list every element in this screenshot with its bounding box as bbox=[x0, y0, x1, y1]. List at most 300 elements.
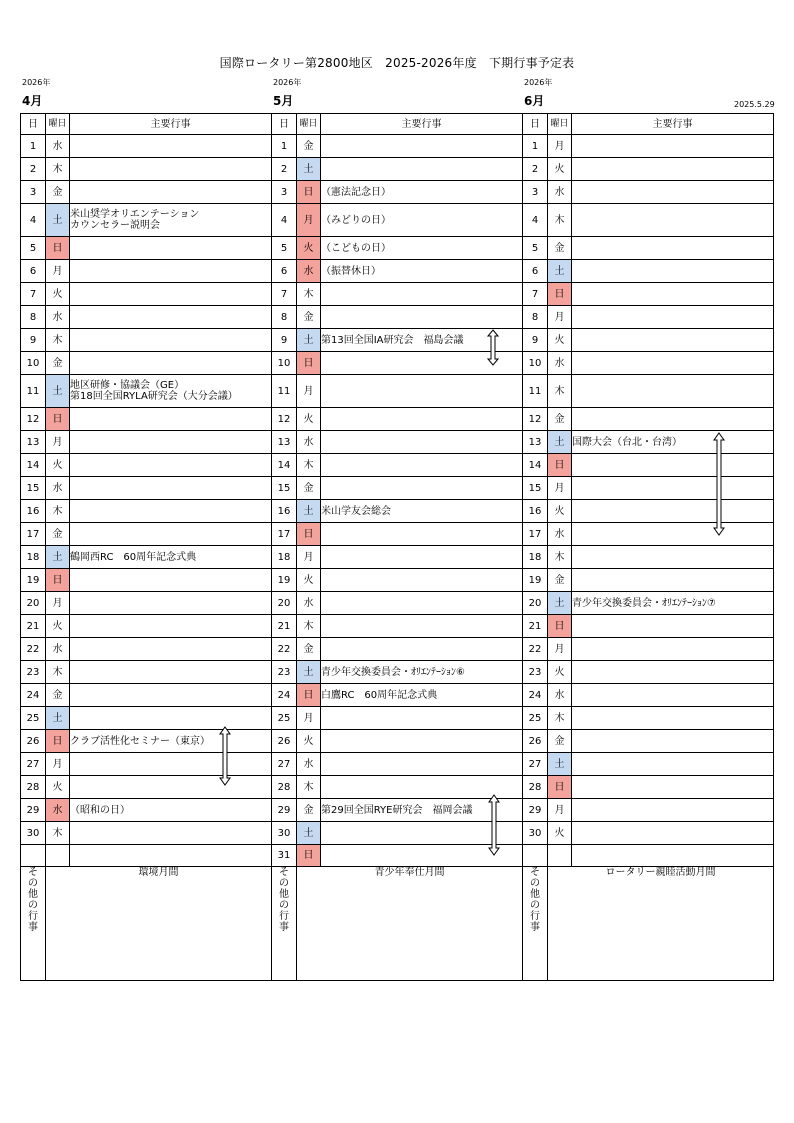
month-label: 5月 bbox=[273, 94, 294, 108]
weekday-cell: 日 bbox=[297, 352, 321, 375]
month-year: 2026年 bbox=[524, 78, 553, 87]
event-cell[interactable] bbox=[321, 523, 523, 546]
event-cell[interactable] bbox=[70, 753, 272, 776]
event-cell[interactable] bbox=[321, 181, 523, 204]
day-row bbox=[523, 477, 774, 500]
event-cell[interactable] bbox=[70, 615, 272, 638]
day-number: 22 bbox=[21, 638, 46, 661]
day-number: 9 bbox=[523, 329, 548, 352]
other-events-row bbox=[272, 867, 523, 981]
event-cell[interactable] bbox=[321, 638, 523, 661]
event-cell[interactable] bbox=[70, 477, 272, 500]
weekday-cell: 火 bbox=[297, 569, 321, 592]
weekday-cell: 月 bbox=[548, 477, 572, 500]
weekday-cell: 金 bbox=[46, 352, 70, 375]
day-number: 17 bbox=[272, 523, 297, 546]
event-cell[interactable] bbox=[321, 408, 523, 431]
event-cell[interactable] bbox=[70, 260, 272, 283]
day-number: 7 bbox=[21, 283, 46, 306]
event-cell[interactable] bbox=[572, 799, 774, 822]
event-cell[interactable] bbox=[70, 799, 272, 822]
weekday-cell: 金 bbox=[46, 684, 70, 707]
events-header: 主要行事 bbox=[70, 114, 272, 135]
other-events-row bbox=[21, 867, 272, 981]
day-number: 21 bbox=[21, 615, 46, 638]
weekday-cell: 木 bbox=[548, 707, 572, 730]
day-row bbox=[523, 569, 774, 592]
event-cell[interactable] bbox=[70, 684, 272, 707]
event-cell[interactable] bbox=[70, 845, 272, 867]
other-events-label-char: の bbox=[28, 900, 38, 911]
weekday-cell: 日 bbox=[548, 283, 572, 306]
event-cell[interactable] bbox=[321, 661, 523, 684]
day-row bbox=[523, 799, 774, 822]
event-cell[interactable] bbox=[572, 707, 774, 730]
weekday-cell: 火 bbox=[548, 158, 572, 181]
day-row bbox=[272, 822, 523, 845]
other-events-label-char: の bbox=[28, 878, 38, 889]
month-heading-june bbox=[524, 78, 552, 108]
weekday-cell: 土 bbox=[46, 204, 70, 237]
event-cell[interactable] bbox=[321, 730, 523, 753]
weekday-cell: 木 bbox=[548, 546, 572, 569]
day-row bbox=[272, 408, 523, 431]
day-row bbox=[272, 431, 523, 454]
day-number: 20 bbox=[21, 592, 46, 615]
event-cell[interactable] bbox=[572, 592, 774, 615]
monthly-theme[interactable]: ロータリー親睦活動月間 bbox=[548, 867, 774, 981]
event-cell[interactable] bbox=[572, 454, 774, 477]
event-cell[interactable] bbox=[70, 661, 272, 684]
weekday-cell: 木 bbox=[548, 204, 572, 237]
event-text: （振替休日） bbox=[321, 265, 381, 277]
event-cell[interactable] bbox=[572, 569, 774, 592]
event-cell[interactable] bbox=[572, 753, 774, 776]
event-cell[interactable] bbox=[70, 204, 272, 237]
day-row bbox=[21, 799, 272, 822]
weekday-cell: 水 bbox=[297, 753, 321, 776]
span-arrow-icon bbox=[487, 329, 499, 366]
day-row bbox=[523, 707, 774, 730]
event-cell[interactable] bbox=[321, 569, 523, 592]
weekday-cell: 木 bbox=[297, 776, 321, 799]
day-number: 26 bbox=[272, 730, 297, 753]
weekday-cell: 土 bbox=[46, 546, 70, 569]
event-cell[interactable] bbox=[321, 707, 523, 730]
other-events-label-char: 他 bbox=[530, 889, 540, 900]
day-row bbox=[21, 615, 272, 638]
day-row bbox=[523, 753, 774, 776]
day-number: 14 bbox=[523, 454, 548, 477]
weekday-cell: 金 bbox=[548, 408, 572, 431]
event-cell[interactable] bbox=[572, 684, 774, 707]
weekday-cell: 金 bbox=[46, 523, 70, 546]
day-row bbox=[21, 237, 272, 260]
day-number: 30 bbox=[272, 822, 297, 845]
event-text: クラブ活性化セミナー（東京） bbox=[70, 735, 210, 747]
day-row bbox=[523, 352, 774, 375]
other-events-label-char: の bbox=[530, 878, 540, 889]
event-cell[interactable] bbox=[572, 477, 774, 500]
event-cell[interactable] bbox=[70, 569, 272, 592]
day-row bbox=[21, 204, 272, 237]
day-number: 4 bbox=[272, 204, 297, 237]
other-events-row bbox=[523, 867, 774, 981]
other-events-label-char: の bbox=[279, 878, 289, 889]
event-cell[interactable] bbox=[70, 135, 272, 158]
event-cell[interactable] bbox=[70, 306, 272, 329]
day-number: 12 bbox=[21, 408, 46, 431]
weekday-cell: 火 bbox=[548, 661, 572, 684]
page-title: 国際ロータリー第2800地区 2025-2026年度 下期行事予定表 bbox=[219, 56, 575, 70]
day-number: 2 bbox=[523, 158, 548, 181]
event-cell[interactable] bbox=[572, 352, 774, 375]
event-cell[interactable] bbox=[321, 431, 523, 454]
other-events-label-char: 行 bbox=[279, 911, 289, 922]
day-row bbox=[21, 375, 272, 408]
events-header: 主要行事 bbox=[321, 114, 523, 135]
day-number: 15 bbox=[523, 477, 548, 500]
weekday-cell: 木 bbox=[46, 329, 70, 352]
day-number: 19 bbox=[523, 569, 548, 592]
other-events-label bbox=[272, 867, 297, 981]
day-row bbox=[21, 661, 272, 684]
day-row bbox=[272, 592, 523, 615]
weekday-cell: 金 bbox=[297, 306, 321, 329]
event-text: 地区研修・協議会（GE） bbox=[70, 380, 185, 391]
header-row bbox=[21, 114, 272, 135]
header-row bbox=[523, 114, 774, 135]
event-cell[interactable] bbox=[572, 546, 774, 569]
weekday-cell: 月 bbox=[548, 306, 572, 329]
day-row bbox=[272, 638, 523, 661]
event-cell[interactable] bbox=[70, 776, 272, 799]
day-number: 26 bbox=[523, 730, 548, 753]
event-cell[interactable] bbox=[321, 684, 523, 707]
event-cell[interactable] bbox=[572, 283, 774, 306]
day-row bbox=[523, 135, 774, 158]
day-number: 22 bbox=[523, 638, 548, 661]
event-cell[interactable] bbox=[321, 204, 523, 237]
day-number: 27 bbox=[523, 753, 548, 776]
day-row bbox=[523, 454, 774, 477]
weekday-cell: 土 bbox=[548, 431, 572, 454]
other-events-label-char: そ bbox=[279, 867, 289, 878]
event-cell[interactable] bbox=[321, 306, 523, 329]
day-row bbox=[21, 306, 272, 329]
weekday-cell: 木 bbox=[297, 454, 321, 477]
event-text: カウンセラー説明会 bbox=[70, 220, 160, 231]
event-text: 国際大会（台北・台湾） bbox=[572, 436, 682, 448]
day-header: 日 bbox=[272, 114, 297, 135]
event-cell[interactable] bbox=[321, 477, 523, 500]
day-number: 5 bbox=[523, 237, 548, 260]
weekday-cell: 木 bbox=[46, 500, 70, 523]
calendar-may bbox=[271, 113, 523, 981]
weekday-cell: 水 bbox=[548, 523, 572, 546]
weekday-cell: 月 bbox=[46, 592, 70, 615]
other-events-label-char: 事 bbox=[530, 922, 540, 933]
day-number: 17 bbox=[523, 523, 548, 546]
day-row bbox=[523, 306, 774, 329]
day-number: 1 bbox=[523, 135, 548, 158]
event-cell[interactable] bbox=[70, 329, 272, 352]
event-cell[interactable] bbox=[572, 638, 774, 661]
event-cell[interactable] bbox=[572, 375, 774, 408]
event-cell[interactable] bbox=[321, 260, 523, 283]
weekday-cell: 水 bbox=[548, 684, 572, 707]
event-cell[interactable] bbox=[70, 546, 272, 569]
event-cell[interactable] bbox=[321, 500, 523, 523]
day-number: 31 bbox=[272, 845, 297, 867]
day-number: 23 bbox=[272, 661, 297, 684]
day-number: 15 bbox=[272, 477, 297, 500]
day-row bbox=[21, 776, 272, 799]
day-number: 2 bbox=[272, 158, 297, 181]
day-row bbox=[272, 237, 523, 260]
day-row bbox=[21, 638, 272, 661]
weekday-cell: 金 bbox=[297, 799, 321, 822]
day-row bbox=[272, 329, 523, 352]
day-row bbox=[523, 684, 774, 707]
day-row bbox=[272, 569, 523, 592]
day-header: 日 bbox=[21, 114, 46, 135]
event-cell[interactable] bbox=[321, 135, 523, 158]
weekday-cell bbox=[548, 845, 572, 867]
day-row bbox=[21, 707, 272, 730]
event-cell[interactable] bbox=[321, 592, 523, 615]
day-number: 3 bbox=[523, 181, 548, 204]
event-cell[interactable] bbox=[321, 237, 523, 260]
day-number: 21 bbox=[523, 615, 548, 638]
day-row bbox=[21, 753, 272, 776]
day-row bbox=[21, 569, 272, 592]
day-row bbox=[21, 135, 272, 158]
day-number: 18 bbox=[272, 546, 297, 569]
day-number: 22 bbox=[272, 638, 297, 661]
day-number bbox=[523, 845, 548, 867]
event-cell[interactable] bbox=[572, 500, 774, 523]
event-cell[interactable] bbox=[572, 306, 774, 329]
other-events-label-char: 行 bbox=[530, 911, 540, 922]
day-number: 14 bbox=[21, 454, 46, 477]
event-text: （昭和の日） bbox=[70, 804, 130, 816]
day-number: 6 bbox=[523, 260, 548, 283]
event-cell[interactable] bbox=[572, 260, 774, 283]
event-cell[interactable] bbox=[321, 158, 523, 181]
event-cell[interactable] bbox=[572, 615, 774, 638]
event-cell[interactable] bbox=[70, 822, 272, 845]
event-cell[interactable] bbox=[321, 615, 523, 638]
day-row bbox=[21, 477, 272, 500]
event-cell[interactable] bbox=[70, 431, 272, 454]
day-row bbox=[272, 799, 523, 822]
day-number: 8 bbox=[272, 306, 297, 329]
event-cell[interactable] bbox=[572, 329, 774, 352]
other-events-label-char: 行 bbox=[28, 911, 38, 922]
day-row bbox=[523, 546, 774, 569]
event-cell[interactable] bbox=[572, 776, 774, 799]
weekday-cell: 日 bbox=[548, 454, 572, 477]
weekday-cell: 水 bbox=[297, 431, 321, 454]
event-cell[interactable] bbox=[70, 454, 272, 477]
day-number: 26 bbox=[21, 730, 46, 753]
event-cell[interactable] bbox=[321, 546, 523, 569]
weekday-cell: 日 bbox=[297, 845, 321, 867]
day-row bbox=[272, 135, 523, 158]
day-row bbox=[272, 615, 523, 638]
event-cell[interactable] bbox=[70, 523, 272, 546]
weekday-cell: 土 bbox=[297, 158, 321, 181]
event-cell[interactable] bbox=[572, 523, 774, 546]
span-arrow-icon bbox=[488, 794, 500, 856]
event-cell[interactable] bbox=[70, 181, 272, 204]
day-row bbox=[272, 454, 523, 477]
event-cell[interactable] bbox=[572, 822, 774, 845]
weekday-cell: 木 bbox=[297, 283, 321, 306]
event-cell[interactable] bbox=[70, 352, 272, 375]
day-row bbox=[21, 408, 272, 431]
day-row bbox=[523, 237, 774, 260]
month-label: 6月 bbox=[524, 94, 545, 108]
day-number: 10 bbox=[272, 352, 297, 375]
day-row bbox=[523, 523, 774, 546]
other-events-label-char: の bbox=[279, 900, 289, 911]
day-number: 29 bbox=[523, 799, 548, 822]
event-text: 第18回全国RYLA研究会（大分会議） bbox=[70, 391, 238, 402]
weekday-header: 曜日 bbox=[46, 114, 70, 135]
event-cell[interactable] bbox=[572, 845, 774, 867]
event-cell[interactable] bbox=[321, 283, 523, 306]
day-number: 27 bbox=[21, 753, 46, 776]
month-heading-april bbox=[22, 78, 50, 108]
day-row bbox=[523, 431, 774, 454]
day-row bbox=[21, 684, 272, 707]
weekday-cell: 火 bbox=[46, 776, 70, 799]
event-cell[interactable] bbox=[70, 707, 272, 730]
day-row bbox=[272, 523, 523, 546]
day-number: 19 bbox=[272, 569, 297, 592]
weekday-cell: 火 bbox=[46, 615, 70, 638]
weekday-header: 曜日 bbox=[548, 114, 572, 135]
day-number: 14 bbox=[272, 454, 297, 477]
event-cell[interactable] bbox=[70, 158, 272, 181]
event-cell[interactable] bbox=[70, 237, 272, 260]
day-row bbox=[523, 845, 774, 867]
month-heading-may bbox=[273, 78, 301, 108]
weekday-cell: 火 bbox=[297, 730, 321, 753]
weekday-cell: 水 bbox=[46, 799, 70, 822]
day-row bbox=[523, 283, 774, 306]
event-cell[interactable] bbox=[70, 592, 272, 615]
day-number: 7 bbox=[523, 283, 548, 306]
event-cell[interactable] bbox=[70, 500, 272, 523]
day-number: 28 bbox=[21, 776, 46, 799]
day-number: 8 bbox=[21, 306, 46, 329]
day-number: 28 bbox=[272, 776, 297, 799]
day-row bbox=[272, 306, 523, 329]
weekday-cell: 金 bbox=[297, 477, 321, 500]
event-cell[interactable] bbox=[572, 204, 774, 237]
event-cell[interactable] bbox=[321, 454, 523, 477]
event-text: 第13回全国IA研究会 福島会議 bbox=[321, 334, 464, 346]
day-row bbox=[272, 684, 523, 707]
day-row bbox=[272, 776, 523, 799]
event-cell[interactable] bbox=[70, 730, 272, 753]
event-cell[interactable] bbox=[572, 730, 774, 753]
weekday-cell: 月 bbox=[297, 546, 321, 569]
event-cell[interactable] bbox=[321, 375, 523, 408]
day-number: 25 bbox=[21, 707, 46, 730]
weekday-cell: 金 bbox=[548, 237, 572, 260]
day-number: 7 bbox=[272, 283, 297, 306]
day-row bbox=[523, 204, 774, 237]
event-cell[interactable] bbox=[572, 181, 774, 204]
other-events-label-char: 事 bbox=[279, 922, 289, 933]
day-number: 24 bbox=[523, 684, 548, 707]
day-row bbox=[21, 822, 272, 845]
monthly-theme[interactable]: 青少年奉仕月間 bbox=[297, 867, 523, 981]
event-cell[interactable] bbox=[70, 638, 272, 661]
other-events-label-char: そ bbox=[28, 867, 38, 878]
event-cell[interactable] bbox=[572, 661, 774, 684]
event-cell[interactable] bbox=[572, 237, 774, 260]
day-row bbox=[272, 661, 523, 684]
weekday-cell: 火 bbox=[548, 500, 572, 523]
event-cell[interactable] bbox=[572, 408, 774, 431]
event-cell[interactable] bbox=[572, 431, 774, 454]
weekday-cell: 日 bbox=[297, 684, 321, 707]
day-number: 1 bbox=[21, 135, 46, 158]
day-row bbox=[523, 408, 774, 431]
event-text: 鶴岡西RC 60周年記念式典 bbox=[70, 551, 197, 563]
event-text: 青少年交換委員会・ｵﾘｴﾝﾃｰｼｮﾝ⑦ bbox=[572, 597, 716, 609]
day-number: 18 bbox=[523, 546, 548, 569]
weekday-cell: 木 bbox=[297, 615, 321, 638]
monthly-theme[interactable]: 環境月間 bbox=[46, 867, 272, 981]
event-cell[interactable] bbox=[70, 375, 272, 408]
day-row bbox=[21, 500, 272, 523]
calendar-june bbox=[522, 113, 774, 981]
day-number: 4 bbox=[21, 204, 46, 237]
weekday-cell: 水 bbox=[548, 181, 572, 204]
day-number: 29 bbox=[272, 799, 297, 822]
event-cell[interactable] bbox=[70, 283, 272, 306]
weekday-cell: 日 bbox=[46, 569, 70, 592]
event-cell[interactable] bbox=[70, 408, 272, 431]
day-number: 16 bbox=[523, 500, 548, 523]
day-number: 28 bbox=[523, 776, 548, 799]
weekday-cell: 日 bbox=[46, 408, 70, 431]
weekday-cell: 水 bbox=[46, 306, 70, 329]
event-cell[interactable] bbox=[321, 753, 523, 776]
day-row bbox=[21, 181, 272, 204]
day-row bbox=[21, 283, 272, 306]
event-cell[interactable] bbox=[572, 135, 774, 158]
weekday-cell: 日 bbox=[548, 776, 572, 799]
header-row bbox=[272, 114, 523, 135]
day-number: 10 bbox=[21, 352, 46, 375]
event-cell[interactable] bbox=[572, 158, 774, 181]
weekday-cell: 木 bbox=[46, 822, 70, 845]
day-row bbox=[523, 158, 774, 181]
day-row bbox=[21, 523, 272, 546]
day-row bbox=[523, 375, 774, 408]
weekday-cell: 水 bbox=[548, 352, 572, 375]
day-number: 24 bbox=[21, 684, 46, 707]
calendar-april bbox=[20, 113, 272, 981]
day-row bbox=[272, 352, 523, 375]
